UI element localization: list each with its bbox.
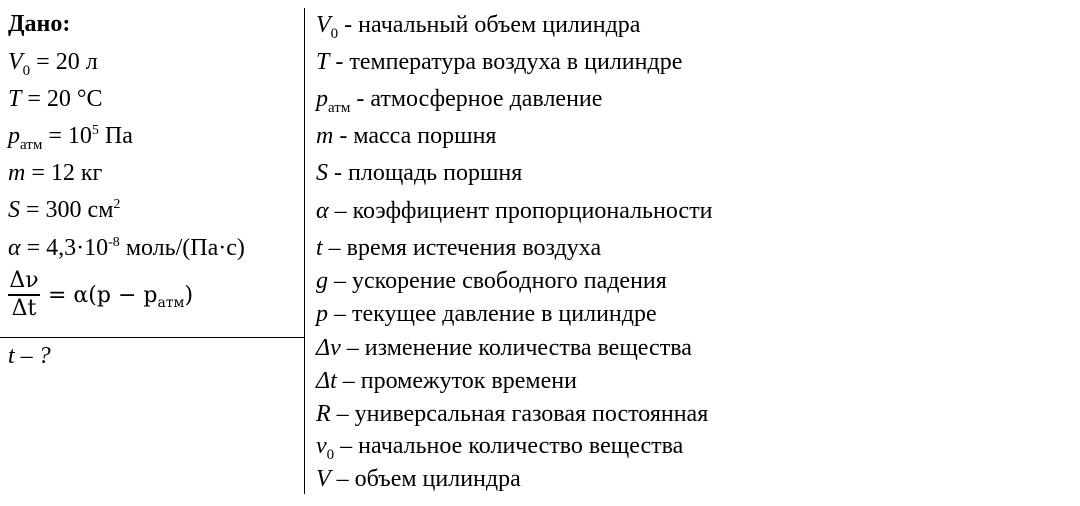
rate-formula <box>8 268 193 322</box>
given-symbol: p <box>8 123 20 149</box>
given-symbol: V <box>8 49 23 75</box>
legend-description: - начальный объем цилиндра <box>338 12 641 38</box>
legend-description: – объем цилиндра <box>330 466 521 492</box>
formula-numerator: Δν <box>9 268 39 293</box>
given-value: = 12 кг <box>25 160 103 186</box>
legend-item <box>316 432 683 463</box>
legend-description: – промежуток времени <box>336 368 577 394</box>
legend-symbol: V <box>316 12 331 38</box>
given-item-t <box>8 85 103 113</box>
legend-description: - температура воздуха в цилиндре <box>329 49 683 75</box>
legend-item <box>316 11 640 42</box>
legend-subscript: 0 <box>326 447 335 463</box>
given-item-m <box>8 159 102 187</box>
given-symbol: T <box>8 86 22 112</box>
given-symbol: m <box>8 160 26 186</box>
given-superscript: -8 <box>108 235 120 250</box>
given-title: Дано: <box>8 11 71 37</box>
formula-rhs-text: = α(p − p <box>48 282 158 308</box>
formula-denominator: Δt <box>11 296 37 321</box>
given-item-s <box>8 196 120 228</box>
given-item-alpha <box>8 234 245 266</box>
formula-rhs-subscript: атм <box>157 294 185 311</box>
given-subscript: 0 <box>22 63 31 79</box>
legend-description: – время истечения воздуха <box>322 235 602 261</box>
legend-item <box>316 48 682 76</box>
formula-fraction <box>8 268 40 322</box>
legend-symbol: Δν <box>316 335 341 361</box>
given-superscript: 5 <box>91 123 99 138</box>
legend-symbol: T <box>316 49 330 75</box>
legend-description: – универсальная газовая постоянная <box>330 401 709 427</box>
given-unit: Па <box>98 123 133 149</box>
given-symbol: α <box>8 235 21 261</box>
legend-description: – изменение количества вещества <box>340 335 692 361</box>
given-subscript: атм <box>20 137 43 153</box>
given-item-v0 <box>8 48 98 79</box>
formula-rhs-end: ) <box>184 282 194 308</box>
given-superscript: 2 <box>113 197 121 212</box>
legend-item <box>316 334 692 362</box>
formula-rhs <box>48 282 194 311</box>
legend-symbol: S <box>316 160 328 186</box>
legend-description: - масса поршня <box>333 123 497 149</box>
legend-symbol: R <box>316 401 331 427</box>
given-symbol: S <box>8 197 20 223</box>
given-unit: моль/(Па·с) <box>119 235 245 261</box>
legend-symbol: p <box>316 86 328 112</box>
legend-item <box>316 300 657 328</box>
legend-description: – начальное количество вещества <box>334 433 684 459</box>
legend-description: - площадь поршня <box>328 160 523 186</box>
legend-symbol: V <box>316 466 331 492</box>
legend-symbol: t <box>316 235 323 261</box>
legend-item <box>316 159 522 187</box>
legend-symbol: m <box>316 123 334 149</box>
legend-subscript: атм <box>328 100 351 116</box>
legend-description: – коэффициент пропорциональности <box>328 198 713 224</box>
legend-item <box>316 367 577 395</box>
legend-item <box>316 234 601 262</box>
legend-item <box>316 122 496 150</box>
legend-item <box>316 85 602 116</box>
legend-description: - атмосферное давление <box>350 86 603 112</box>
legend-symbol: Δt <box>316 368 337 394</box>
given-value: = 10 <box>42 123 92 149</box>
legend-subscript: 0 <box>330 26 339 42</box>
legend-item <box>316 267 667 295</box>
legend-item <box>316 197 712 225</box>
given-value: = 4,3·10 <box>20 235 109 261</box>
question: t – ? <box>8 343 51 369</box>
legend-symbol: g <box>316 268 328 294</box>
given-value: = 20 °С <box>21 86 103 112</box>
horizontal-divider <box>0 337 305 338</box>
legend-symbol: ν <box>316 433 327 459</box>
legend-symbol: α <box>316 198 329 224</box>
legend-description: – текущее давление в цилиндре <box>328 301 657 327</box>
legend-item <box>316 400 708 428</box>
legend-item <box>316 465 521 493</box>
vertical-divider <box>304 8 305 494</box>
given-value: = 300 см <box>20 197 114 223</box>
legend-description: – ускорение свободного падения <box>328 268 667 294</box>
given-item-patm <box>8 122 133 154</box>
legend-symbol: p <box>316 301 328 327</box>
given-value: = 20 л <box>30 49 98 75</box>
